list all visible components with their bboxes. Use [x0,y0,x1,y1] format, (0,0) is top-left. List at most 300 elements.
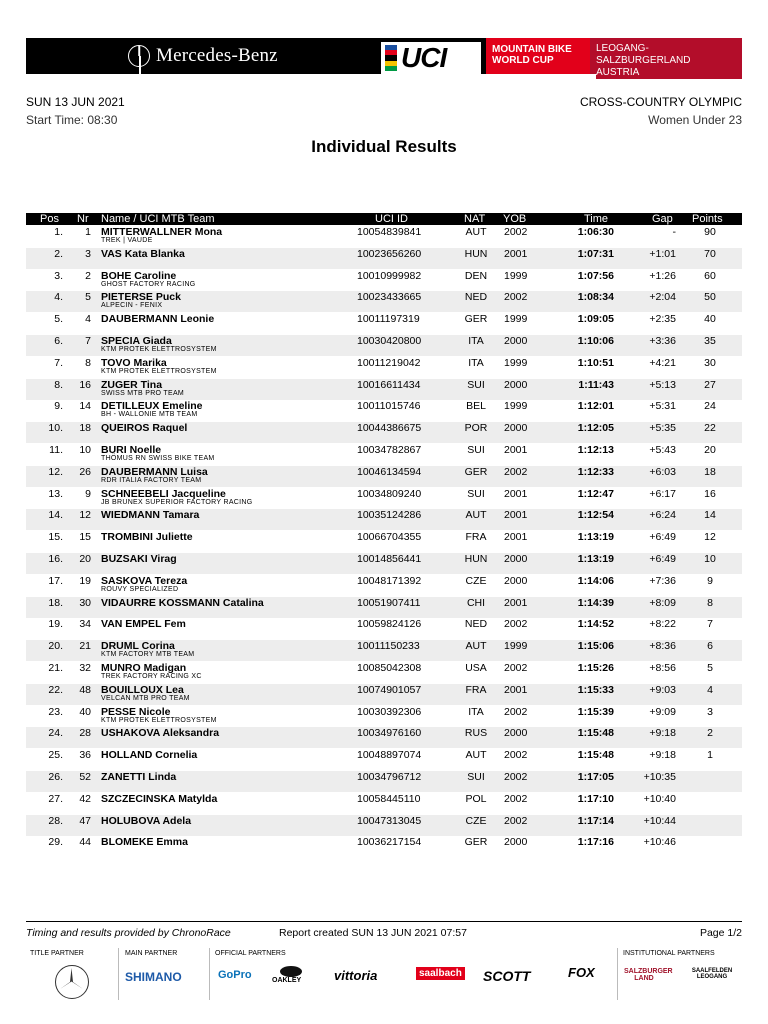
uci-stripes-icon [385,45,397,71]
cell-uci-id: 10074901057 [357,683,422,696]
cell-time: 1:14:39 [577,596,614,609]
cell-gap: +3:36 [649,335,676,347]
cell-nat: CZE [465,814,487,827]
cell-uci-id: 10023433665 [357,291,422,304]
col-nr: Nr [77,213,89,225]
shimano-logo: SHIMANO [125,970,182,984]
cell-nat: GER [464,836,488,849]
mercedes-star-icon [128,45,150,67]
cell-pos: 2. [54,247,63,260]
table-row [26,640,742,661]
cell-pos: 6. [54,335,63,347]
saalfelden-leogang-logo: SAALFELDEN LEOGANG [691,968,733,980]
cell-nat: NED [464,618,488,631]
table-row [26,706,742,727]
cell-yob: 2002 [504,226,528,238]
cell-yob: 2001 [504,444,528,456]
cell-name: ZUGER Tina [101,378,163,391]
cell-nat: RUS [464,727,488,740]
cell-uci-id: 10011219042 [357,356,421,369]
cell-nat: POL [465,792,487,805]
cell-name: TOVO Marika [101,356,167,369]
cell-yob: 2002 [504,749,528,762]
cell-name: BOUILLOUX Lea [101,683,184,696]
cell-time: 1:15:26 [577,662,614,674]
cell-gap: +1:01 [649,247,676,260]
report-created: Report created SUN 13 JUN 2021 07:57 [279,927,467,939]
cell-time: 1:06:30 [577,226,614,238]
cell-points: 60 [704,269,716,282]
cell-nr: 10 [79,444,91,456]
partner-divider [118,948,119,1000]
cell-uci-id: 10059824126 [357,618,422,631]
cell-uci-id: 10030420800 [357,335,422,347]
cell-uci-id: 10010999982 [357,269,422,282]
cell-uci-id: 10034976160 [357,727,422,740]
cell-time: 1:12:33 [577,465,614,478]
cell-nr: 19 [79,574,91,587]
cell-uci-id: 10035124286 [357,509,422,522]
cell-pos: 11. [49,444,63,456]
cell-time: 1:07:56 [577,269,614,282]
table-row [26,597,742,618]
cell-uci-id: 10034796712 [357,771,422,783]
cell-pos: 23. [48,705,63,718]
cell-yob: 2002 [504,662,528,674]
cell-nr: 12 [79,509,91,522]
cell-yob: 2001 [504,531,528,544]
cell-points: 7 [707,618,713,631]
oakley-ellipse-icon [280,966,302,977]
cell-nr: 52 [79,771,91,783]
cell-time: 1:15:48 [577,749,614,762]
cell-nr: 20 [79,553,91,565]
cell-team: SWISS MTB PRO TEAM [101,389,185,397]
table-row [26,684,742,705]
cell-nr: 1 [85,226,91,238]
cell-nr: 8 [85,356,91,369]
race-date: SUN 13 JUN 2021 [26,95,125,109]
cell-time: 1:15:06 [577,640,614,653]
cell-time: 1:13:19 [577,553,614,565]
cell-points: 12 [704,531,716,544]
cell-nat: ITA [468,335,484,347]
timing-credit: Timing and results provided by ChronoRace [26,927,231,939]
cell-nat: CZE [465,574,487,587]
cell-nr: 26 [79,465,91,478]
cell-time: 1:12:54 [577,509,614,522]
cell-pos: 29. [48,836,63,849]
cell-points: 20 [704,444,716,456]
cell-pos: 4. [54,291,63,304]
cell-uci-id: 10051907411 [357,596,421,609]
col-name: Name / UCI MTB Team [101,213,215,225]
table-row [26,379,742,400]
cell-points: 40 [704,313,716,326]
cell-points: 35 [704,335,716,347]
cell-pos: 13. [48,487,63,500]
cell-points: 27 [704,378,716,391]
cell-yob: 1999 [504,400,528,413]
cell-nat: DEN [464,269,488,282]
location-line2: AUSTRIA [596,67,742,79]
cell-nr: 42 [79,792,91,805]
cell-team: TREK | VAUDE [101,237,153,244]
table-row [26,662,742,683]
cell-nat: SUI [467,771,485,783]
table-row [26,270,742,291]
cell-name: BURI Noelle [101,444,162,456]
cell-gap: +8:09 [649,596,676,609]
cell-name: DRUML Corina [101,640,175,653]
table-row [26,335,742,356]
cell-uci-id: 10011197319 [357,313,420,326]
cell-yob: 2000 [504,553,528,565]
cell-time: 1:14:52 [577,618,614,631]
table-row [26,727,742,748]
cell-name: WIEDMANN Tamara [101,509,200,522]
cell-points: 22 [704,422,716,435]
fox-logo: FOX [568,965,595,980]
start-time: Start Time: 08:30 [26,113,118,127]
cell-gap: +6:24 [649,509,676,522]
table-row [26,575,742,596]
col-time: Time [584,213,609,225]
cell-uci-id: 10011150233 [357,640,420,653]
cell-team: GHOST FACTORY RACING [101,280,196,288]
cell-gap: +5:43 [649,444,676,456]
cell-pos: 3. [54,269,63,282]
cell-uci-id: 10046134594 [357,465,422,478]
cell-time: 1:12:05 [577,422,614,435]
institutional-partners-label: INSTITUTIONAL PARTNERS [623,950,715,957]
cell-uci-id: 10016611434 [357,378,421,391]
cell-pos: 12. [48,465,63,478]
cell-nat: SUI [467,487,485,500]
oakley-logo: OAKLEY [272,977,302,984]
cell-uci-id: 10047313045 [357,814,422,827]
cell-gap: +10:40 [643,792,676,805]
cell-name: VAN EMPEL Fem [101,618,186,631]
cell-gap: +8:56 [649,662,676,674]
cell-name: SPECIA Giada [101,335,172,347]
cell-time: 1:07:31 [577,247,614,260]
cell-nat: HUN [464,247,488,260]
cell-pos: 19. [48,618,63,631]
cell-team: ALPECIN - FENIX [101,302,163,310]
cell-name: MUNRO Madigan [101,662,187,674]
col-points: Points [692,213,723,225]
col-pos: Pos [40,213,59,225]
cell-yob: 2001 [504,509,528,522]
cell-pos: 15. [48,531,63,544]
cell-yob: 1999 [504,269,528,282]
cell-yob: 2001 [504,683,528,696]
cell-gap: +10:35 [643,771,676,783]
cell-name: DAUBERMANN Leonie [101,313,215,326]
cell-points: 4 [707,683,713,696]
cell-time: 1:10:51 [577,356,614,369]
table-row [26,444,742,465]
cell-nat: USA [465,662,487,674]
cell-time: 1:12:47 [577,487,614,500]
cell-gap: +6:49 [649,531,676,544]
cell-time: 1:17:10 [577,792,614,805]
cell-time: 1:15:48 [577,727,614,740]
cell-yob: 2002 [504,465,528,478]
vittoria-logo: vittoria [334,968,378,983]
cell-time: 1:10:06 [577,335,614,347]
cell-nat: POR [464,422,488,435]
page-title: Individual Results [311,137,457,156]
cell-pos: 5. [54,313,63,326]
cell-team: RDR ITALIA FACTORY TEAM [101,476,202,484]
cell-yob: 2001 [504,247,528,260]
cell-gap: +10:44 [643,814,676,827]
cell-gap: +6:03 [649,465,676,478]
cell-pos: 16. [48,553,63,565]
event-line1: MOUNTAIN BIKE [492,44,572,55]
cell-points: 5 [707,662,713,674]
cell-yob: 2002 [504,618,528,631]
cell-nr: 47 [79,814,91,827]
cell-points: 50 [704,291,716,304]
cell-pos: 8. [54,378,63,391]
page-number: Page 1/2 [699,927,742,939]
cell-nat: FRA [465,531,487,544]
cell-nat: AUT [465,640,487,653]
cell-name: HOLLAND Cornelia [101,749,198,762]
cell-yob: 2000 [504,422,528,435]
cell-nr: 14 [79,400,91,413]
mercedes-benz-logo [128,38,278,74]
cell-points: 1 [707,749,713,762]
cell-uci-id: 10023656260 [357,247,422,260]
table-row [26,248,742,269]
cell-uci-id: 10014856441 [357,553,422,565]
cell-pos: 20. [48,640,63,653]
cell-points: 90 [704,226,716,238]
cell-uci-id: 10085042308 [357,662,422,674]
cell-team: KTM PROTEK ELETTROSYSTEM [101,367,217,375]
scott-logo: SCOTT [483,968,531,984]
table-row [26,553,742,574]
cell-uci-id: 10058445110 [357,792,421,805]
main-partner-label: MAIN PARTNER [125,950,178,957]
cell-pos: 10. [48,422,63,435]
cell-nat: ITA [468,705,484,718]
cell-points: 9 [707,574,713,587]
cell-points: 18 [704,465,716,478]
cell-yob: 2002 [504,771,528,783]
cell-team: JB BRUNEX SUPERIOR FACTORY RACING [101,498,253,506]
cell-pos: 26. [48,771,63,783]
table-row [26,815,742,836]
mercedes-star-icon [55,965,89,999]
cell-nr: 5 [85,291,91,304]
table-row [26,793,742,814]
cell-yob: 2000 [504,836,528,849]
cell-name: DAUBERMANN Luisa [101,465,208,478]
cell-uci-id: 10054839841 [357,226,422,238]
event-line2: WORLD CUP [492,55,554,66]
discipline: CROSS-COUNTRY OLYMPIC [579,95,742,109]
table-row [26,422,742,443]
cell-uci-id: 10048897074 [357,749,422,762]
cell-name: MITTERWALLNER Mona [101,226,223,238]
cell-yob: 2000 [504,378,528,391]
cell-name: USHAKOVA Aleksandra [101,727,220,740]
cell-points: 8 [707,596,713,609]
cell-gap: +8:22 [649,618,676,631]
cell-nr: 36 [79,749,91,762]
cell-points: 24 [704,400,716,413]
cell-nr: 48 [79,683,91,696]
cell-gap: +9:18 [649,749,676,762]
cell-team: KTM PROTEK ELETTROSYSTEM [101,346,217,353]
cell-gap: +5:35 [649,422,676,435]
category: Women Under 23 [648,113,742,127]
cell-team: TREK FACTORY RACING XC [101,673,202,680]
cell-points: 14 [704,509,716,522]
cell-name: SCHNEEBELI Jacqueline [101,487,226,500]
cell-name: HOLUBOVA Adela [101,814,192,827]
cell-time: 1:14:06 [577,574,614,587]
table-row [26,836,742,857]
cell-nr: 21 [79,640,91,653]
cell-gap: +9:18 [649,727,676,740]
cell-gap: +10:46 [643,836,676,849]
table-row [26,466,742,487]
cell-nat: ITA [468,356,484,369]
cell-pos: 7. [54,356,63,369]
cell-name: VIDAURRE KOSSMANN Catalina [101,596,264,609]
cell-time: 1:12:01 [577,400,614,413]
table-row [26,226,742,247]
cell-gap: +5:13 [649,378,676,391]
saalbach-logo: saalbach [416,967,465,980]
cell-nat: AUT [465,226,487,238]
table-row [26,509,742,530]
cell-team: BH - WALLONIE MTB TEAM [101,411,198,419]
cell-gap: +2:35 [649,313,676,326]
cell-nr: 44 [79,836,91,849]
cell-nr: 3 [85,247,91,260]
table-row [26,771,742,792]
gopro-logo: GoPro [218,969,252,981]
cell-gap: +7:36 [649,574,676,587]
cell-team: THÖMUS RN SWISS BIKE TEAM [101,455,215,462]
cell-team: KTM PROTEK ELETTROSYSTEM [101,716,217,724]
cell-name: BOHE Caroline [101,269,177,282]
cell-gap: +9:03 [649,683,676,696]
official-partners-label: OFFICIAL PARTNERS [215,950,286,957]
cell-nat: FRA [465,683,487,696]
cell-gap: +6:17 [649,487,676,500]
cell-yob: 2000 [504,727,528,740]
cell-time: 1:15:39 [577,705,614,718]
cell-nat: GER [464,465,488,478]
cell-nr: 40 [79,705,91,718]
cell-name: QUEIROS Raquel [101,422,188,435]
cell-pos: 24. [48,727,63,740]
cell-gap: +5:31 [649,400,676,413]
cell-team: KTM FACTORY MTB TEAM [101,651,195,659]
cell-nr: 16 [79,378,91,391]
cell-nat: BEL [466,400,486,413]
cell-time: 1:17:16 [577,836,614,849]
cell-yob: 2002 [504,792,528,805]
partner-divider [617,948,618,1000]
cell-pos: 21. [48,662,63,674]
cell-yob: 2000 [504,335,528,347]
cell-nat: AUT [465,749,487,762]
cell-yob: 2002 [504,814,528,827]
title-partner-label: TITLE PARTNER [30,950,84,957]
cell-yob: 2001 [504,487,528,500]
cell-nr: 18 [79,422,91,435]
cell-gap: +4:21 [649,356,676,369]
cell-nat: SUI [467,444,485,456]
event-name [486,38,590,74]
cell-points: 30 [704,356,716,369]
cell-pos: 25. [48,749,63,762]
cell-gap: +6:49 [649,553,676,565]
cell-gap: +8:36 [649,640,676,653]
col-uci-id: UCI ID [375,213,408,225]
cell-time: 1:08:34 [577,291,614,304]
partner-divider [209,948,210,1000]
table-row [26,749,742,770]
cell-pos: 14. [48,509,63,522]
cell-time: 1:12:13 [577,444,614,456]
cell-name: PIETERSE Puck [101,291,181,304]
table-row [26,618,742,639]
cell-nr: 15 [79,531,91,544]
cell-uci-id: 10034782867 [357,444,422,456]
cell-yob: 2001 [504,596,528,609]
cell-points: 10 [704,553,716,565]
cell-uci-id: 10034809240 [357,487,422,500]
cell-points: 3 [707,705,713,718]
footer-divider [26,921,742,922]
cell-points: 6 [707,640,713,653]
cell-time: 1:09:05 [577,313,614,326]
cell-nr: 28 [79,727,91,740]
cell-name: DETILLEUX Emeline [101,400,203,413]
cell-uci-id: 10044386675 [357,422,422,435]
cell-name: ZANETTI Linda [101,771,177,783]
cell-pos: 9. [54,400,63,413]
cell-uci-id: 10048171392 [357,574,422,587]
cell-pos: 27. [48,792,63,805]
cell-gap: +1:26 [649,269,676,282]
cell-nr: 2 [85,269,91,282]
salzburgerland-logo: SALZBURGER LAND [624,968,673,982]
table-row [26,488,742,509]
cell-pos: 1. [54,226,63,238]
cell-time: 1:11:43 [578,378,614,391]
cell-pos: 17. [48,574,63,587]
header-banner [26,38,742,78]
cell-nr: 34 [79,618,91,631]
cell-pos: 18. [48,596,63,609]
cell-yob: 1999 [504,356,528,369]
cell-yob: 2000 [504,574,528,587]
cell-nr: 4 [85,313,91,326]
uci-text: UCI [401,42,447,73]
cell-nat: HUN [464,553,488,565]
